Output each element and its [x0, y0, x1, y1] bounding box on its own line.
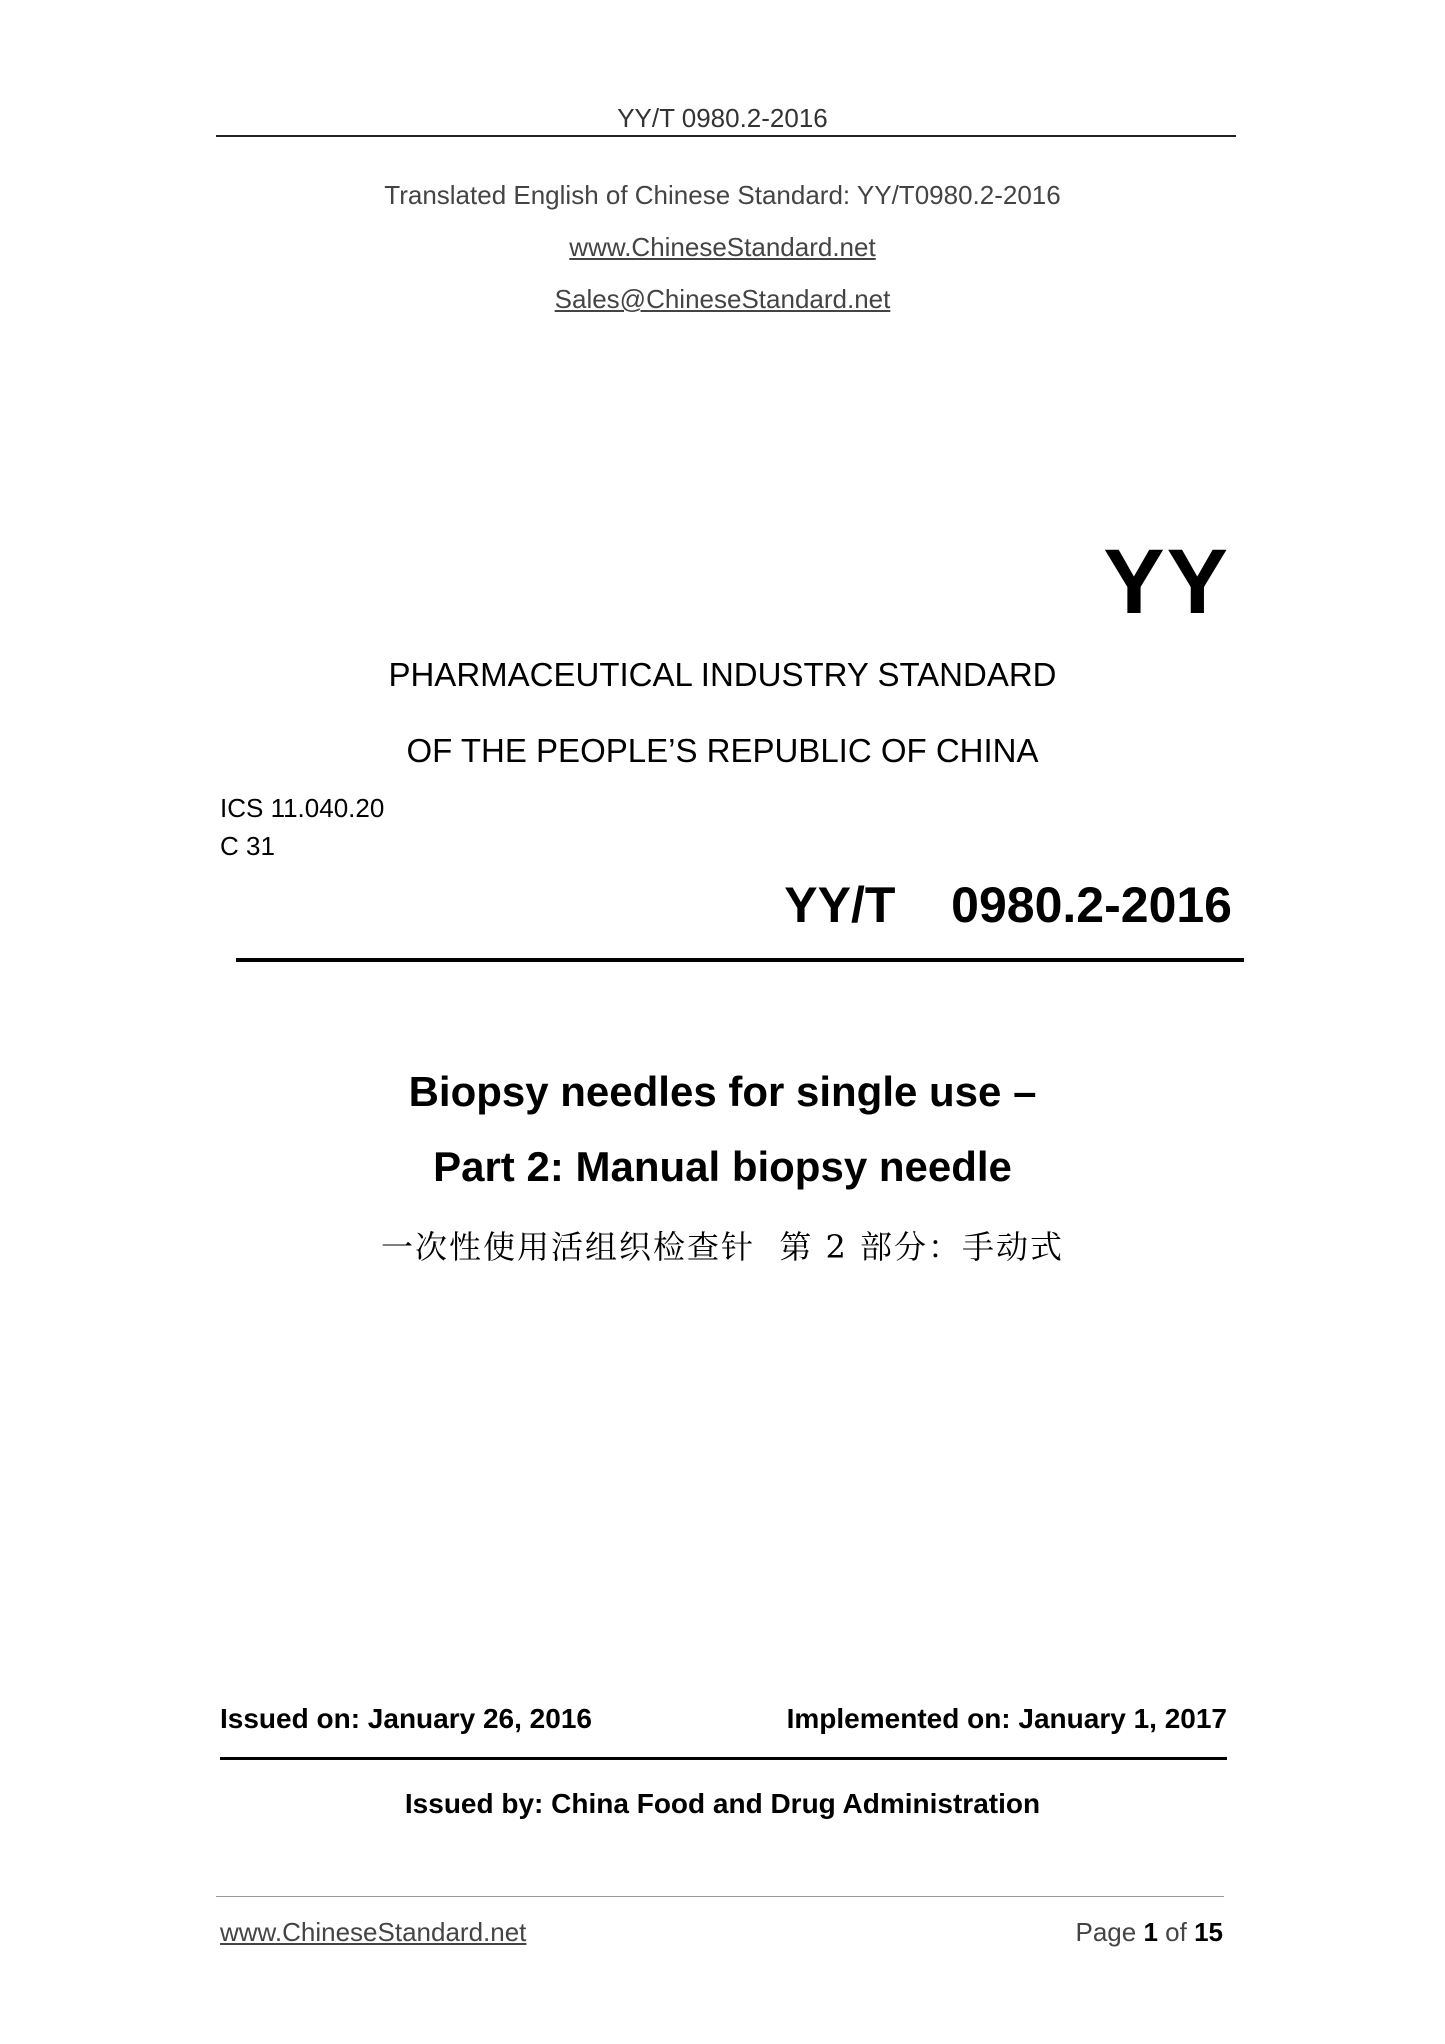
page-of: of	[1165, 1917, 1187, 1947]
page-number	[1075, 1917, 1223, 1948]
standard-code: YY/T 0980.2-2016	[784, 877, 1232, 933]
dates-divider	[220, 1757, 1227, 1760]
page-total: 15	[1194, 1917, 1223, 1947]
header-divider	[216, 135, 1236, 137]
page-prefix: Page	[1075, 1917, 1137, 1947]
running-header: YY/T 0980.2-2016	[617, 103, 828, 133]
ics-code: ICS 11.040.20	[220, 793, 385, 823]
translation-note: Translated English of Chinese Standard: YY/T0980.2-2016	[384, 180, 1061, 210]
issued-date: Issued on: January 26, 2016	[220, 1703, 592, 1734]
page-current: 1	[1143, 1917, 1158, 1947]
standard-logo-text: YY	[1103, 531, 1230, 633]
sales-email-link[interactable]: Sales@ChineseStandard.net	[554, 284, 891, 314]
footer-divider	[216, 1896, 1224, 1897]
website-link[interactable]: www.ChineseStandard.net	[569, 232, 876, 262]
code-divider	[236, 958, 1244, 962]
org-line-2: OF THE PEOPLE’S REPUBLIC OF CHINA	[406, 732, 1039, 769]
org-line-1: PHARMACEUTICAL INDUSTRY STANDARD	[388, 656, 1057, 693]
document-title-chinese: 一次性使用活组织检查针 第 2 部分：手动式	[380, 1228, 1065, 1266]
implemented-date: Implemented on: January 1, 2017	[786, 1703, 1227, 1734]
footer-website-link[interactable]: www.ChineseStandard.net	[220, 1917, 527, 1947]
issuing-authority: Issued by: China Food and Drug Administration	[404, 1788, 1041, 1819]
ccs-code: C 31	[220, 831, 275, 861]
document-title-line-1: Biopsy needles for single use –	[408, 1068, 1037, 1115]
document-title-line-2: Part 2: Manual biopsy needle	[433, 1143, 1012, 1190]
